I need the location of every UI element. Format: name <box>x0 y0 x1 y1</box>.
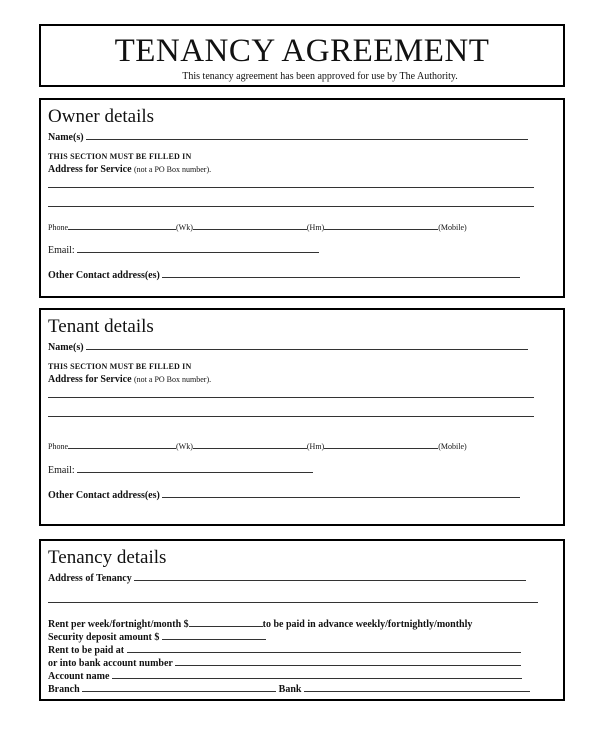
paid-at-label: Rent to be paid at <box>48 645 125 656</box>
owner-address-note: (not a PO Box number). <box>134 165 212 174</box>
owner-details-section <box>39 98 565 298</box>
owner-must-fill-note: THIS SECTION MUST BE FILLED IN <box>48 152 192 161</box>
owner-phone-hm-field[interactable] <box>193 220 307 230</box>
deposit-row <box>48 630 266 643</box>
owner-phone-mobile-label: (Mobile) <box>438 223 467 232</box>
owner-names-field[interactable] <box>86 130 528 140</box>
tenant-address-row <box>48 374 211 385</box>
tenant-phone-hm-label: (Hm) <box>306 442 325 451</box>
owner-phone-mobile-field[interactable] <box>324 220 438 230</box>
owner-phone-hm-label: (Hm) <box>306 223 325 232</box>
paid-at-row <box>48 643 521 656</box>
account-name-row <box>48 669 522 682</box>
tenant-phone-mobile-field[interactable] <box>324 439 438 449</box>
tenant-section-title: Tenant details <box>48 316 154 337</box>
rent-suffix: to be paid in advance weekly/fortnightly/monthly <box>262 619 473 630</box>
owner-other-contact-label: Other Contact address(es) <box>48 270 160 281</box>
account-name-label: Account name <box>48 671 110 682</box>
rent-label: Rent per week/fortnight/month $ <box>48 619 189 630</box>
owner-email-label: Email: <box>48 245 75 256</box>
owner-phone-wk-label: (Wk) <box>176 223 193 232</box>
tenant-details-section <box>39 308 565 526</box>
owner-address-line-2[interactable] <box>48 206 534 207</box>
tenant-names-row <box>48 340 528 353</box>
owner-address-label: Address for Service <box>48 164 132 175</box>
paid-at-field[interactable] <box>127 643 521 653</box>
owner-address-line-1[interactable] <box>48 187 534 188</box>
tenant-phone-hm-field[interactable] <box>193 439 307 449</box>
owner-phone-wk-field[interactable] <box>68 220 176 230</box>
branch-label: Branch <box>48 684 80 695</box>
tenant-email-field[interactable] <box>77 463 313 473</box>
document-title: TENANCY AGREEMENT <box>114 33 490 69</box>
document-subtitle: This tenancy agreement has been approved for use by The Authority. <box>182 71 458 82</box>
bank-field[interactable] <box>304 682 530 692</box>
tenant-email-label: Email: <box>48 465 75 476</box>
owner-email-field[interactable] <box>77 243 319 253</box>
owner-other-contact-row <box>48 268 520 281</box>
bank-label: Bank <box>278 684 302 695</box>
tenancy-address-label: Address of Tenancy <box>48 573 132 584</box>
account-name-field[interactable] <box>112 669 522 679</box>
tenant-address-line-1[interactable] <box>48 397 534 398</box>
owner-phone-row <box>48 220 467 232</box>
tenancy-section-title: Tenancy details <box>48 547 167 568</box>
header-box <box>39 24 565 87</box>
tenant-phone-row <box>48 439 467 451</box>
tenant-phone-wk-label: (Wk) <box>176 442 193 451</box>
deposit-label: Security deposit amount $ <box>48 632 160 643</box>
owner-email-row <box>48 243 319 256</box>
owner-names-row <box>48 130 528 143</box>
tenancy-details-section <box>39 539 565 701</box>
tenant-phone-mobile-label: (Mobile) <box>438 442 467 451</box>
bank-account-row <box>48 656 521 669</box>
bank-account-label: or into bank account number <box>48 658 173 669</box>
tenant-phone-wk-field[interactable] <box>68 439 176 449</box>
tenant-other-contact-field[interactable] <box>162 488 520 498</box>
tenancy-address-line-2[interactable] <box>48 602 538 603</box>
tenant-other-contact-row <box>48 488 520 501</box>
tenancy-address-row <box>48 571 526 584</box>
branch-field[interactable] <box>82 682 276 692</box>
rent-amount-field[interactable] <box>189 617 263 627</box>
tenant-names-field[interactable] <box>86 340 528 350</box>
tenant-address-label: Address for Service <box>48 374 132 385</box>
rent-row <box>48 617 472 630</box>
branch-row <box>48 682 530 695</box>
tenant-other-contact-label: Other Contact address(es) <box>48 490 160 501</box>
tenancy-address-field[interactable] <box>134 571 526 581</box>
owner-other-contact-field[interactable] <box>162 268 520 278</box>
tenant-address-note: (not a PO Box number). <box>134 375 212 384</box>
tenant-must-fill-note: THIS SECTION MUST BE FILLED IN <box>48 362 192 371</box>
tenant-address-line-2[interactable] <box>48 416 534 417</box>
owner-address-row <box>48 164 211 175</box>
deposit-field[interactable] <box>162 630 266 640</box>
owner-phone-label: Phone <box>48 223 68 232</box>
bank-account-field[interactable] <box>175 656 521 666</box>
tenant-names-label: Name(s) <box>48 342 84 353</box>
tenant-email-row <box>48 463 313 476</box>
owner-names-label: Name(s) <box>48 132 84 143</box>
tenant-phone-label: Phone <box>48 442 68 451</box>
owner-section-title: Owner details <box>48 106 155 127</box>
